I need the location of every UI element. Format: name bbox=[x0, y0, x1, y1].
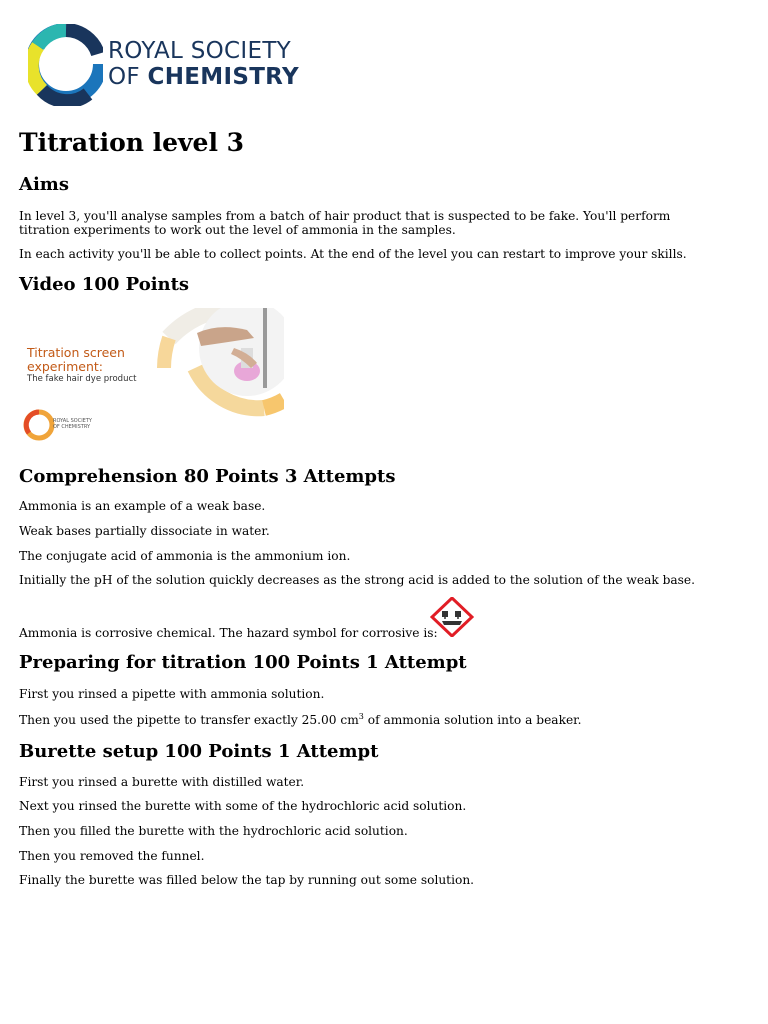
rsc-logo bbox=[28, 24, 328, 106]
logo-line-2-prefix: OF bbox=[108, 64, 148, 90]
preparing-line-2 bbox=[19, 713, 719, 727]
comprehension-heading: Comprehension 80 Points 3 Attempts bbox=[19, 466, 396, 487]
rsc-logo-mark-icon bbox=[28, 24, 103, 106]
burette-line-3: Then you filled the burette with the hydrochloric acid solution. bbox=[19, 824, 408, 838]
comprehension-line-3: The conjugate acid of ammonia is the ammonium ion. bbox=[19, 549, 351, 563]
comprehension-line-2: Weak bases partially dissociate in water. bbox=[19, 524, 270, 538]
logo-line-2-bold: CHEMISTRY bbox=[147, 64, 299, 90]
aims-heading: Aims bbox=[19, 174, 69, 195]
preparing-line-1: First you rinsed a pipette with ammonia solution. bbox=[19, 687, 325, 701]
burette-line-2: Next you rinsed the burette with some of the hydrochloric acid solution. bbox=[19, 799, 467, 813]
burette-line-1: First you rinsed a burette with distilled water. bbox=[19, 775, 305, 789]
video-thumbnail[interactable] bbox=[19, 308, 284, 448]
video-thumbnail-subtitle: The fake hair dye product bbox=[27, 374, 137, 384]
preparing-line-2-after: of ammonia solution into a beaker. bbox=[363, 713, 582, 727]
logo-line-2 bbox=[108, 66, 299, 89]
burette-line-5: Finally the burette was filled below the tap by running out some solution. bbox=[19, 873, 475, 887]
burette-line-4: Then you removed the funnel. bbox=[19, 849, 205, 863]
comprehension-line-4: Initially the pH of the solution quickly decreases as the strong acid is added to the solution of the weak base. bbox=[19, 573, 696, 587]
preparing-line-2-superscript: 3 bbox=[358, 711, 364, 721]
comprehension-line-1: Ammonia is an example of a weak base. bbox=[19, 499, 266, 513]
corrosive-hazard-icon bbox=[430, 597, 474, 637]
video-thumbnail-logo-line-1: ROYAL SOCIETY bbox=[53, 418, 92, 424]
video-thumbnail-logo-line-2: OF CHEMISTRY bbox=[53, 424, 91, 430]
video-thumbnail-logo-text bbox=[53, 418, 92, 430]
video-heading: Video 100 Points bbox=[19, 274, 190, 295]
comprehension-line-5: Ammonia is corrosive chemical. The hazard symbol for corrosive is: bbox=[19, 626, 438, 640]
preparing-line-2-before: Then you used the pipette to transfer exactly 25.00 cm bbox=[19, 713, 359, 727]
burette-heading: Burette setup 100 Points 1 Attempt bbox=[19, 741, 379, 762]
page-title: Titration level 3 bbox=[19, 128, 245, 157]
logo-line-1: ROYAL SOCIETY bbox=[108, 38, 292, 64]
aims-paragraph-2: In each activity you'll be able to collect points. At the end of the level you can restart to improve your skills. bbox=[19, 247, 687, 261]
aims-paragraph-1: In level 3, you'll analyse samples from a batch of hair product that is suspected to be fake. You'll perform titration experiments to work out the level of ammonia in the samples. bbox=[19, 209, 671, 237]
preparing-heading: Preparing for titration 100 Points 1 Attempt bbox=[19, 652, 467, 673]
logo-wordmark bbox=[108, 40, 299, 89]
video-thumbnail-title: Titration screen experiment: bbox=[27, 345, 125, 374]
